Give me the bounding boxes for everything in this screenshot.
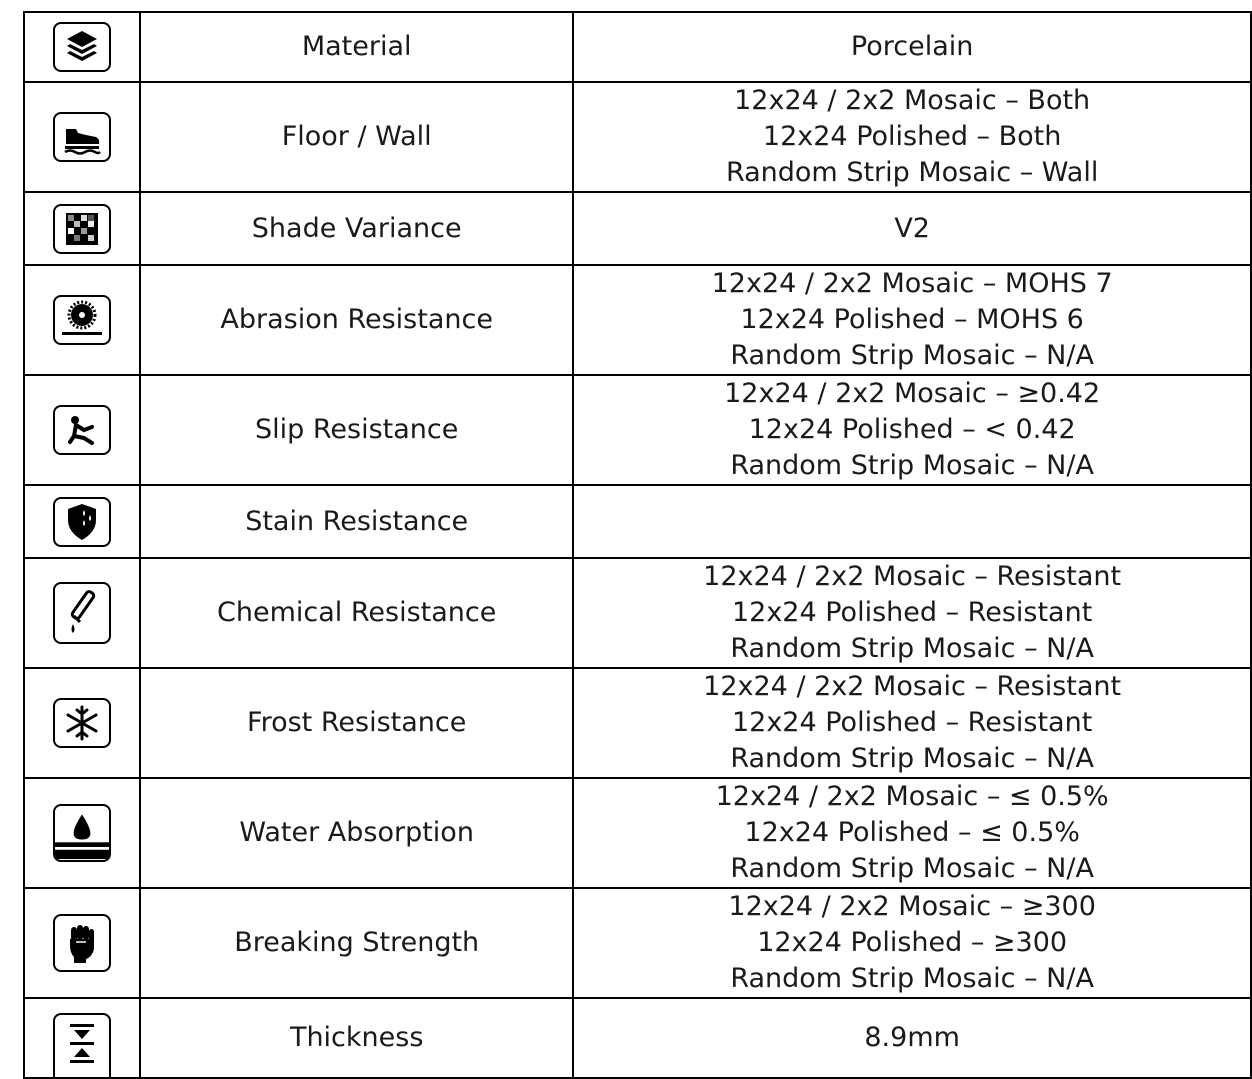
test-tube-icon: [53, 582, 111, 644]
property-value: [573, 12, 1251, 82]
icon-cell: [24, 998, 140, 1078]
value-line: 12x24 Polished – MOHS 6: [740, 304, 1084, 335]
icon-cell: [24, 668, 140, 778]
property-value: [573, 375, 1251, 485]
spec-row: [24, 668, 1251, 778]
value-line: Random Strip Mosaic – Wall: [725, 157, 1099, 188]
icon-cell: [24, 888, 140, 998]
property-label: Shade Variance: [140, 192, 573, 265]
property-value: [573, 82, 1251, 192]
property-label: Slip Resistance: [140, 375, 573, 485]
icon-cell: [24, 485, 140, 558]
spec-table-body: [24, 12, 1251, 1078]
value-line: Random Strip Mosaic – N/A: [730, 340, 1094, 371]
spec-row: [24, 998, 1251, 1078]
value-line: 12x24 / 2x2 Mosaic – Both: [734, 85, 1091, 116]
spec-row: [24, 265, 1251, 375]
icon-cell: [24, 82, 140, 192]
value-line: Random Strip Mosaic – N/A: [730, 743, 1094, 774]
value-line: Random Strip Mosaic – N/A: [730, 963, 1094, 994]
icon-cell: [24, 778, 140, 888]
spec-row: [24, 82, 1251, 192]
value-line: 12x24 / 2x2 Mosaic – Resistant: [703, 561, 1122, 592]
property-value: [573, 558, 1251, 668]
icon-cell: [24, 12, 140, 82]
value-line: 12x24 Polished – Both: [762, 121, 1062, 152]
layers-icon: [53, 22, 111, 72]
value-line: 12x24 Polished – ≤ 0.5%: [744, 817, 1080, 848]
property-value: [573, 778, 1251, 888]
value-line: 12x24 Polished – < 0.42: [748, 414, 1076, 445]
value-line: 12x24 / 2x2 Mosaic – ≥300: [728, 891, 1096, 922]
property-value: [573, 668, 1251, 778]
spec-table: [23, 11, 1252, 1079]
value-line: 12x24 / 2x2 Mosaic – MOHS 7: [711, 268, 1113, 299]
property-label: Material: [140, 12, 573, 82]
value-line: Porcelain: [850, 31, 974, 62]
saw-blade-icon: [53, 295, 111, 345]
shade-grid-icon: [53, 204, 111, 254]
property-label: Chemical Resistance: [140, 558, 573, 668]
fist-icon: [53, 914, 111, 972]
spec-row: [24, 192, 1251, 265]
thickness-arrows-icon: [53, 1013, 111, 1077]
value-line: 12x24 Polished – Resistant: [731, 707, 1093, 738]
spec-row: [24, 485, 1251, 558]
spec-row: [24, 12, 1251, 82]
value-line: 12x24 / 2x2 Mosaic – ≥0.42: [724, 378, 1101, 409]
property-label: Floor / Wall: [140, 82, 573, 192]
property-value: [573, 888, 1251, 998]
icon-cell: [24, 375, 140, 485]
property-value: [573, 998, 1251, 1078]
value-line: Random Strip Mosaic – N/A: [730, 633, 1094, 664]
water-drop-icon: [53, 804, 111, 862]
value-line: 12x24 / 2x2 Mosaic – ≤ 0.5%: [715, 781, 1109, 812]
value-line: V2: [894, 212, 930, 244]
property-label: Stain Resistance: [140, 485, 573, 558]
value-line: 12x24 / 2x2 Mosaic – Resistant: [703, 671, 1122, 702]
spec-row: [24, 888, 1251, 998]
value-line: 8.9mm: [864, 1022, 960, 1053]
spec-row: [24, 558, 1251, 668]
shield-drops-icon: [53, 497, 111, 547]
value-line: Random Strip Mosaic – N/A: [730, 450, 1094, 481]
icon-cell: [24, 192, 140, 265]
property-value: [573, 485, 1251, 558]
slip-person-icon: [53, 405, 111, 455]
shoe-floor-icon: [53, 112, 111, 162]
value-line: 12x24 Polished – Resistant: [731, 597, 1093, 628]
icon-cell: [24, 265, 140, 375]
icon-cell: [24, 558, 140, 668]
value-line: Random Strip Mosaic – N/A: [730, 853, 1094, 884]
spec-row: [24, 375, 1251, 485]
property-label: Abrasion Resistance: [140, 265, 573, 375]
property-label: Thickness: [140, 998, 573, 1078]
property-label: Frost Resistance: [140, 668, 573, 778]
property-label: Breaking Strength: [140, 888, 573, 998]
property-value: [573, 265, 1251, 375]
property-value: [573, 192, 1251, 265]
property-label: Water Absorption: [140, 778, 573, 888]
value-line: 12x24 Polished – ≥300: [757, 927, 1068, 958]
snowflake-icon: [53, 698, 111, 748]
spec-row: [24, 778, 1251, 888]
